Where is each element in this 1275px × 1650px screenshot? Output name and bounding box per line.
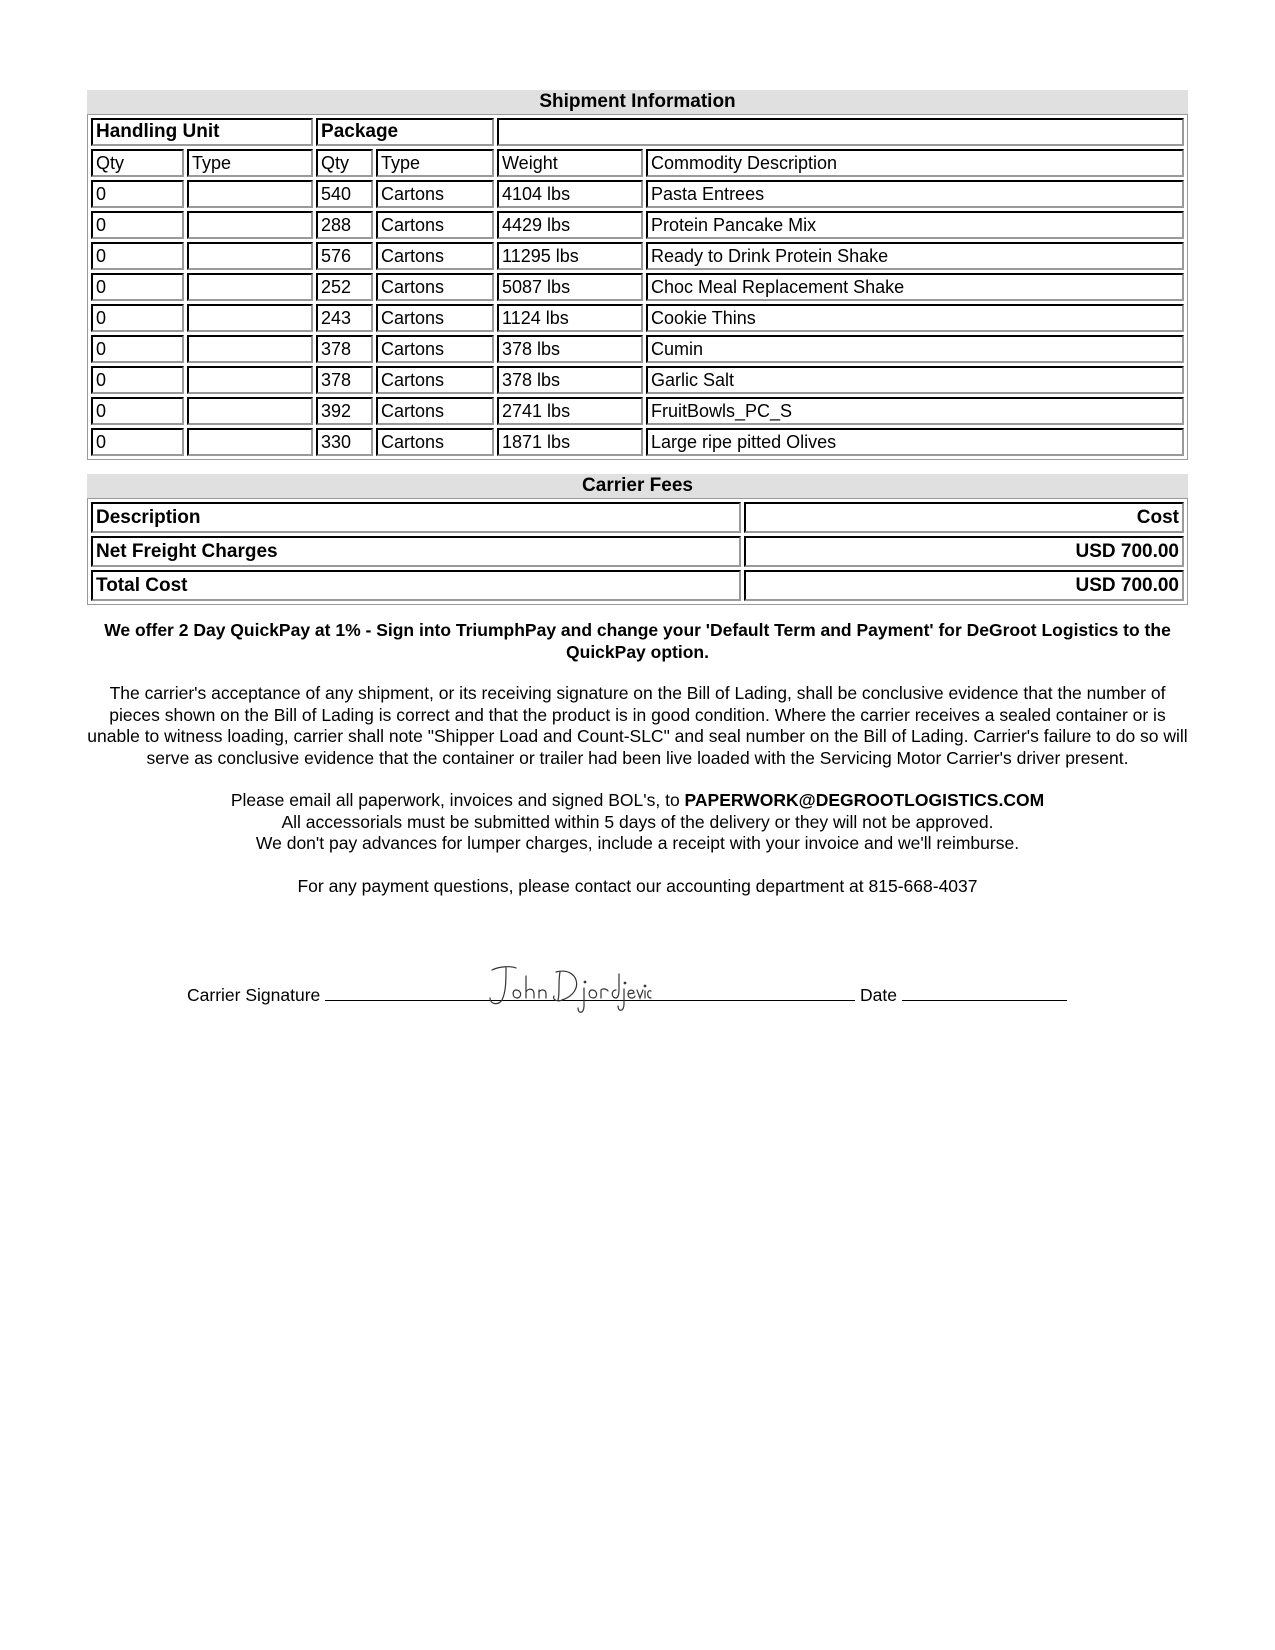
- carrier-terms-paragraph: The carrier's acceptance of any shipment, or its receiving signature on the Bill of Lading, shall be conclusive evidence that the number of pieces shown on the Bill of Lading is correct and that the product is in good condition. Where the carrier receives a sealed container or is unable to witness loading, carrier shall note "Shipper Load and Count-SLC" and seal number on the Bill of Lading. Carrier's failure to do so will serve as conclusive evidence that the container or trailer had been live loaded with the Servicing Motor Carrier's driver present.: [87, 683, 1188, 768]
- weight-cell: 1124 lbs: [497, 304, 643, 332]
- pkg-type-cell: Cartons: [376, 211, 494, 239]
- weight-cell: 1871 lbs: [497, 428, 643, 456]
- document-body: [87, 90, 1188, 897]
- column-header: Qty: [316, 149, 373, 177]
- hu-qty-cell: 0: [91, 211, 184, 239]
- hu-type-cell: [187, 335, 313, 363]
- commodity-cell: Garlic Salt: [646, 366, 1184, 394]
- fee-description-cell: Total Cost: [91, 570, 741, 601]
- paperwork-email-link[interactable]: PAPERWORK@DEGROOTLOGISTICS.COM: [684, 790, 1045, 810]
- shipment-information-header: Shipment Information: [87, 90, 1188, 114]
- empty-group-header: [497, 118, 1184, 146]
- pkg-qty-cell: 540: [316, 180, 373, 208]
- hu-type-cell: [187, 180, 313, 208]
- package-header: Package: [316, 118, 494, 146]
- table-row: [91, 335, 1184, 363]
- cost-column-header: Cost: [744, 502, 1184, 533]
- commodity-cell: Pasta Entrees: [646, 180, 1184, 208]
- pkg-type-cell: Cartons: [376, 273, 494, 301]
- column-header: Type: [187, 149, 313, 177]
- paperwork-instructions: [87, 790, 1188, 855]
- hu-type-cell: [187, 366, 313, 394]
- shipment-group-row: [91, 118, 1184, 146]
- hu-type-cell: [187, 428, 313, 456]
- weight-cell: 11295 lbs: [497, 242, 643, 270]
- pkg-type-cell: Cartons: [376, 180, 494, 208]
- column-header: Type: [376, 149, 494, 177]
- pkg-type-cell: Cartons: [376, 242, 494, 270]
- pkg-type-cell: Cartons: [376, 335, 494, 363]
- table-row: [91, 397, 1184, 425]
- hu-qty-cell: 0: [91, 428, 184, 456]
- hu-qty-cell: 0: [91, 366, 184, 394]
- table-row: [91, 242, 1184, 270]
- commodity-cell: Choc Meal Replacement Shake: [646, 273, 1184, 301]
- handwritten-signature: [482, 962, 652, 1022]
- column-header: Weight: [497, 149, 643, 177]
- weight-cell: 378 lbs: [497, 366, 643, 394]
- hu-qty-cell: 0: [91, 273, 184, 301]
- table-row: [91, 180, 1184, 208]
- table-row: [91, 366, 1184, 394]
- pkg-qty-cell: 378: [316, 335, 373, 363]
- hu-type-cell: [187, 273, 313, 301]
- hu-qty-cell: 0: [91, 397, 184, 425]
- weight-cell: 4104 lbs: [497, 180, 643, 208]
- hu-type-cell: [187, 397, 313, 425]
- carrier-signature-label: Carrier Signature: [187, 985, 321, 1005]
- hu-qty-cell: 0: [91, 335, 184, 363]
- pkg-qty-cell: 378: [316, 366, 373, 394]
- hu-qty-cell: 0: [91, 304, 184, 332]
- weight-cell: 2741 lbs: [497, 397, 643, 425]
- email-prefix-text: Please email all paperwork, invoices and signed BOL's, to: [230, 790, 685, 810]
- fees-header-row: [91, 502, 1184, 533]
- hu-type-cell: [187, 242, 313, 270]
- commodity-cell: Cookie Thins: [646, 304, 1184, 332]
- carrier-fees-table: [87, 498, 1188, 605]
- payment-questions-line: For any payment questions, please contact our accounting department at 815-668-4037: [297, 875, 978, 896]
- handling-unit-header: Handling Unit: [91, 118, 313, 146]
- commodity-cell: FruitBowls_PC_S: [646, 397, 1184, 425]
- date-label: Date: [860, 985, 897, 1005]
- table-row: [91, 570, 1184, 601]
- pkg-qty-cell: 288: [316, 211, 373, 239]
- pkg-type-cell: Cartons: [376, 366, 494, 394]
- commodity-cell: Cumin: [646, 335, 1184, 363]
- table-row: [91, 304, 1184, 332]
- table-row: [91, 273, 1184, 301]
- date-field[interactable]: [902, 986, 1067, 1001]
- hu-type-cell: [187, 304, 313, 332]
- pkg-qty-cell: 252: [316, 273, 373, 301]
- lumper-line: We don't pay advances for lumper charges, include a receipt with your invoice and we'll reimburse.: [255, 833, 1020, 853]
- fee-cost-cell: USD 700.00: [744, 536, 1184, 567]
- column-header: Commodity Description: [646, 149, 1184, 177]
- pkg-type-cell: Cartons: [376, 397, 494, 425]
- shipment-column-header-row: [91, 149, 1184, 177]
- pkg-type-cell: Cartons: [376, 304, 494, 332]
- shipment-table: [87, 114, 1188, 460]
- commodity-cell: Large ripe pitted Olives: [646, 428, 1184, 456]
- quickpay-notice: We offer 2 Day QuickPay at 1% - Sign into TriumphPay and change your 'Default Term and Payment' for DeGroot Logistics to the QuickPay option.: [104, 620, 1171, 662]
- email-line: [87, 790, 1188, 812]
- weight-cell: 5087 lbs: [497, 273, 643, 301]
- weight-cell: 4429 lbs: [497, 211, 643, 239]
- carrier-fees-header: Carrier Fees: [87, 474, 1188, 498]
- hu-qty-cell: 0: [91, 180, 184, 208]
- pkg-qty-cell: 392: [316, 397, 373, 425]
- pkg-type-cell: Cartons: [376, 428, 494, 456]
- accessorials-line: All accessorials must be submitted within 5 days of the delivery or they will not be approved.: [281, 811, 994, 832]
- weight-cell: 378 lbs: [497, 335, 643, 363]
- table-row: [91, 211, 1184, 239]
- pkg-qty-cell: 330: [316, 428, 373, 456]
- table-row: [91, 428, 1184, 456]
- fee-cost-cell: USD 700.00: [744, 570, 1184, 601]
- hu-qty-cell: 0: [91, 242, 184, 270]
- description-column-header: Description: [91, 502, 741, 533]
- hu-type-cell: [187, 211, 313, 239]
- fee-description-cell: Net Freight Charges: [91, 536, 741, 567]
- pkg-qty-cell: 576: [316, 242, 373, 270]
- pkg-qty-cell: 243: [316, 304, 373, 332]
- table-row: [91, 536, 1184, 567]
- commodity-cell: Protein Pancake Mix: [646, 211, 1184, 239]
- commodity-cell: Ready to Drink Protein Shake: [646, 242, 1184, 270]
- column-header: Qty: [91, 149, 184, 177]
